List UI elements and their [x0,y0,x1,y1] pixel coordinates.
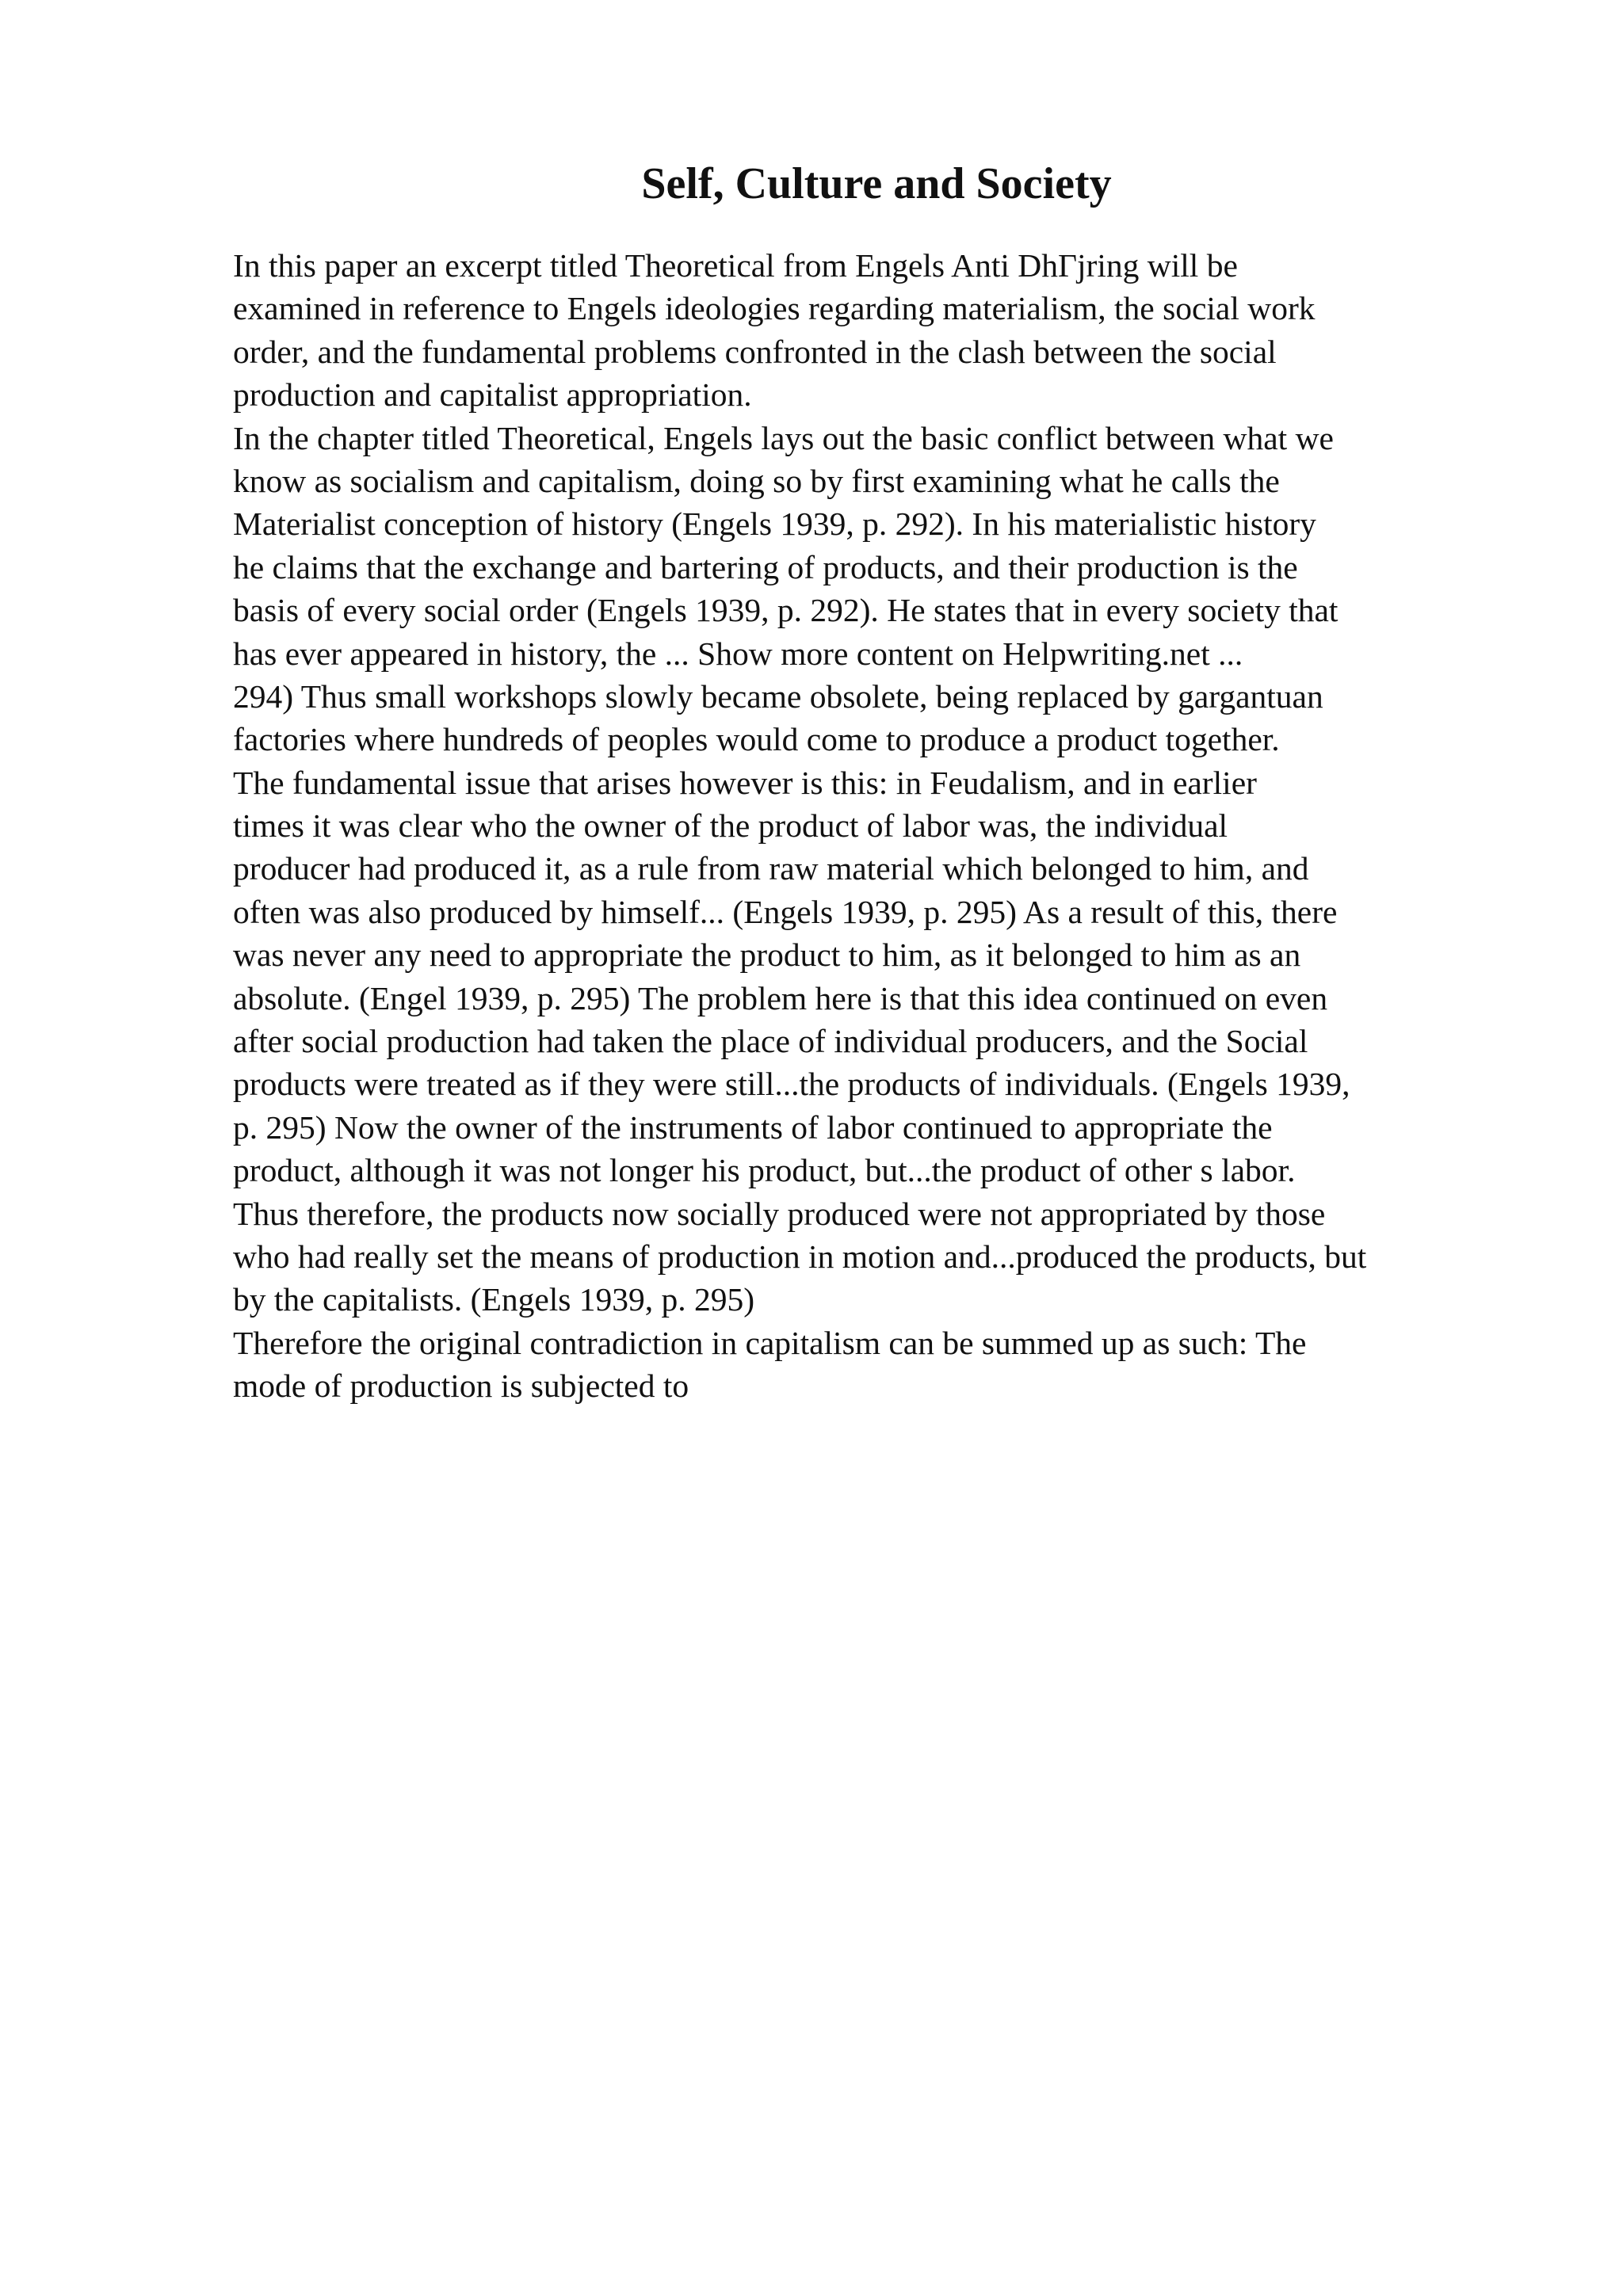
body-line: producer had produced it, as a rule from raw material which belonged to him, and [233,850,1309,887]
body-line: production and capitalist appropriation. [233,376,752,414]
document-title: Self, Culture and Society [641,159,1112,208]
body-line: In this paper an excerpt titled Theoretical from Engels Anti DhΓjring will be [233,247,1238,284]
body-line: mode of production is subjected to [233,1367,689,1405]
body-line: by the capitalists. (Engels 1939, p. 295) [233,1281,755,1318]
body-line: In the chapter titled Theoretical, Engels lays out the basic conflict between what we [233,419,1334,456]
body-line: has ever appeared in history, the ... Show more content on Helpwriting.net ... [233,635,1243,672]
body-line: basis of every social order (Engels 1939, p. 292). He states that in every society that [233,592,1338,629]
document-body [233,244,1549,1408]
body-line: was never any need to appropriate the product to him, as it belonged to him as an [233,936,1301,974]
body-line: after social production had taken the place of individual producers, and the Social [233,1023,1308,1060]
body-line: order, and the fundamental problems confronted in the clash between the social [233,333,1277,370]
body-line: product, although it was not longer his product, but...the product of other s labor. [233,1152,1296,1189]
body-line: times it was clear who the owner of the product of labor was, the individual [233,807,1228,845]
body-line: 294) Thus small workshops slowly became obsolete, being replaced by gargantuan [233,677,1323,715]
body-line: he claims that the exchange and bartering of products, and their production is the [233,548,1298,585]
body-line: examined in reference to Engels ideologies regarding materialism, the social work [233,290,1316,327]
body-line: Materialist conception of history (Engels 1939, p. 292). In his materialistic history [233,505,1316,543]
body-line: products were treated as if they were still...the products of individuals. (Engels 1939, [233,1066,1350,1103]
body-line: absolute. (Engel 1939, p. 295) The problem here is that this idea continued on even [233,979,1328,1016]
body-line: often was also produced by himself... (Engels 1939, p. 295) As a result of this, there [233,893,1338,930]
body-line: p. 295) Now the owner of the instruments of labor continued to appropriate the [233,1108,1273,1146]
body-line: Therefore the original contradiction in capitalism can be summed up as such: The [233,1324,1307,1361]
body-line: who had really set the means of production in motion and...produced the products, but [233,1238,1367,1275]
body-line: know as socialism and capitalism, doing so by first examining what he calls the [233,462,1280,499]
body-line: factories where hundreds of peoples would come to produce a product together. [233,721,1280,758]
body-line: The fundamental issue that arises however is this: in Feudalism, and in earlier [233,764,1257,801]
body-line: Thus therefore, the products now socially produced were not appropriated by those [233,1195,1326,1232]
